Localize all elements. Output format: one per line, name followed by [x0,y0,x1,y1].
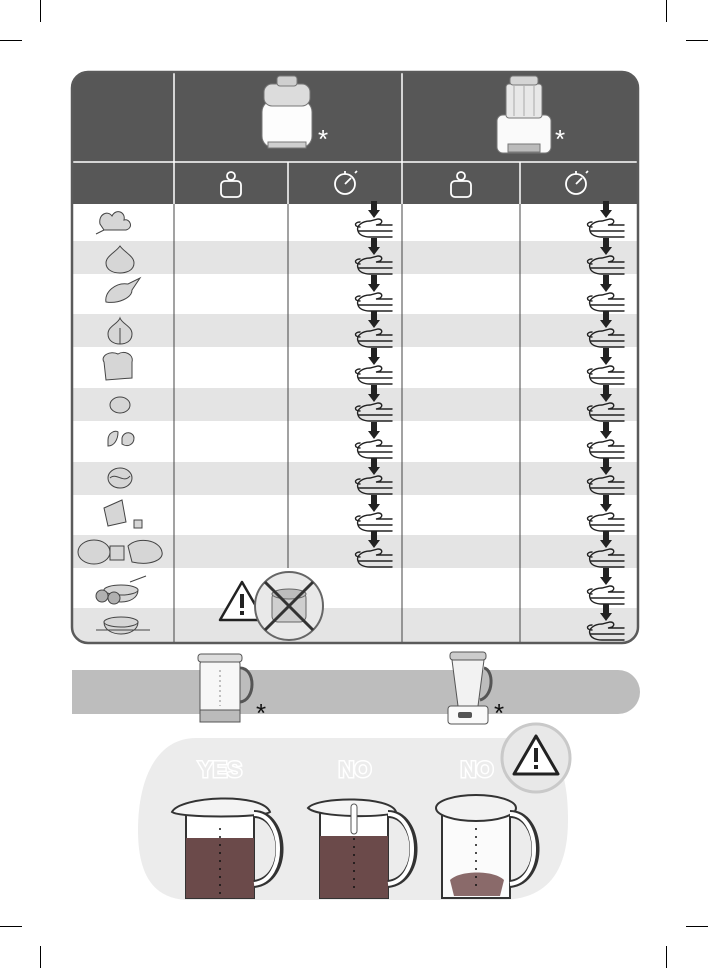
walnut-icon [108,468,132,488]
warning-badge [502,724,570,792]
nut-icon [110,397,130,413]
no-label: NO [460,757,494,782]
asterisk-mark: * [494,698,505,728]
asterisk-mark: * [256,698,267,728]
yes-label: YES [197,757,243,782]
bread-icon [103,352,132,380]
fill-level-panel [0,640,708,968]
no-label: NO [338,757,372,782]
chopper-icon [262,76,312,148]
prohibited-chopper-icon [255,572,323,640]
asterisk-mark: * [318,124,329,154]
asterisk-mark: * [555,124,566,154]
